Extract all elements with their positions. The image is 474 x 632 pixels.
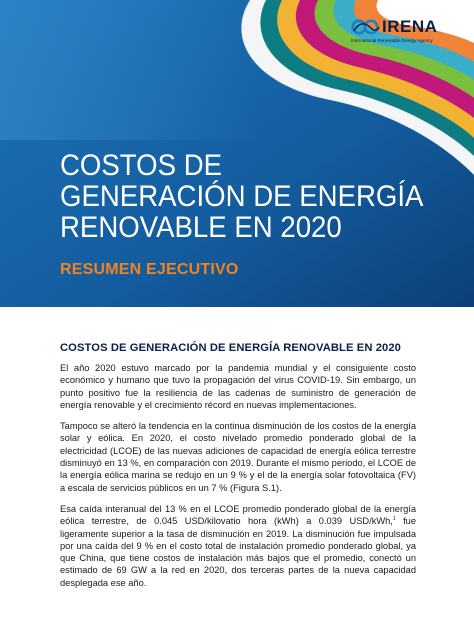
executive-summary-section — [60, 342, 416, 598]
cover-banner — [0, 0, 474, 307]
paragraph-2: Tampoco se alteró la tendencia en la continua disminución de los costos de la energía solar y eólica. En 2020, el costo nivelado promedio ponderado global de la electricidad (LCOE) de las nuevas adiciones de capacidad de energía eólica terrestre disminuyó en 13 %, en comparación con 2019. Durante el mismo periodo, el LCOE de la energía eólica marina se redujo en un 9 % y el de la energía solar fotovoltaica (FV) a escala de servicios públicos en un 7 % (Figura S.1). — [60, 421, 416, 493]
irena-logo — [351, 18, 467, 46]
cover-subtitle: RESUMEN EJECUTIVO — [60, 261, 239, 278]
paragraph-3-part-b: fue ligeramente superior a la tasa de disminución en 2019. La disminución fue impulsada por una caída del 9 % en el costo total de instalación promedio ponderado global, ya que China, que tiene costos de instalación más bajos que el promedio, conectó un estimado de 69 GW a la red en 2020, dos terceras partes de la nueva capacidad desplegada ese año. — [60, 516, 416, 588]
brand-tagline: International Renewable Energy Agency — [351, 38, 433, 43]
cover-title-line: GENERACIÓN DE ENERGÍA — [60, 180, 424, 213]
brand-name: IRENA — [382, 17, 438, 36]
irena-logo-icon — [351, 18, 381, 36]
cover-title — [60, 149, 424, 244]
footnote-marker[interactable]: 1 — [392, 516, 396, 523]
section-heading: COSTOS DE GENERACIÓN DE ENERGÍA RENOVABLE EN 2020 — [60, 342, 402, 354]
paragraph-3 — [60, 503, 416, 589]
paragraph-3-part-a: Esa caída interanual del 13 % en el LCOE promedio ponderado global de la energía eólica terrestre, de 0.045 USD/kilovatio hora (kWh) a 0.039 USD/kWh, — [60, 503, 416, 527]
cover-title-line: COSTOS DE — [60, 149, 223, 182]
cover-title-line: RENOVABLE EN 2020 — [60, 211, 342, 244]
paragraph-1: El año 2020 estuvo marcado por la pandemia mundial y el consiguiente costo económico y humano que tuvo la propagación del virus COVID-19. Sin embargo, un punto positivo fue la resiliencia de las cadenas de suministro de generación de energía renovable y el crecimiento récord en nuevas implementaciones. — [60, 363, 416, 410]
